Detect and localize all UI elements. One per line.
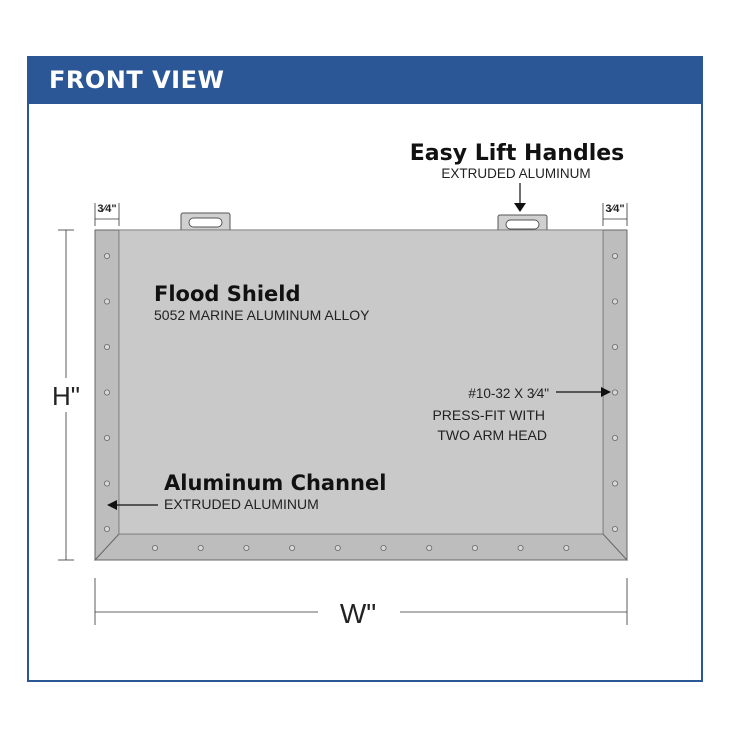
screw-spec: #10-32 X 3⁄4": [468, 386, 549, 401]
rivet: [427, 545, 432, 550]
shield-subtitle: 5052 MARINE ALUMINUM ALLOY: [154, 307, 370, 323]
handles-callout: [410, 141, 625, 212]
width-dimension: [95, 578, 627, 629]
rivet: [564, 545, 569, 550]
screw-head: TWO ARM HEAD: [437, 427, 547, 443]
rivet: [198, 545, 203, 550]
rivet: [104, 344, 109, 349]
rivet: [612, 435, 617, 440]
screw-type: PRESS-FIT WITH: [432, 407, 545, 423]
shield-title: Flood Shield: [154, 282, 301, 306]
rivet: [612, 390, 617, 395]
page-title: FRONT VIEW: [49, 66, 225, 94]
rivet: [612, 526, 617, 531]
handles-title: Easy Lift Handles: [409, 141, 625, 166]
handles-subtitle: EXTRUDED ALUMINUM: [441, 166, 591, 181]
width-label: W": [339, 598, 377, 629]
rivet: [152, 545, 157, 550]
bottom-channel: [95, 534, 627, 560]
rivet: [244, 545, 249, 550]
rivet: [104, 481, 109, 486]
rivet: [104, 299, 109, 304]
channel-subtitle: EXTRUDED ALUMINUM: [164, 496, 319, 512]
rivet: [104, 435, 109, 440]
rivet: [290, 545, 295, 550]
rivet: [612, 481, 617, 486]
rivet: [104, 526, 109, 531]
rivet: [335, 545, 340, 550]
left-channel-width-label: 3⁄4": [97, 203, 117, 215]
right-channel-width-label: 3⁄4": [605, 203, 625, 215]
channel-title: Aluminum Channel: [164, 471, 387, 495]
left-channel-dimension: [95, 203, 119, 226]
rivet: [612, 299, 617, 304]
rivet: [612, 344, 617, 349]
rivet: [472, 545, 477, 550]
height-dimension: [52, 230, 80, 560]
rivet: [104, 390, 109, 395]
rivet: [518, 545, 523, 550]
height-label: H": [51, 381, 81, 411]
rivet: [381, 545, 386, 550]
right-channel-dimension: [603, 203, 627, 226]
rivet: [612, 253, 617, 258]
rivet: [104, 253, 109, 258]
